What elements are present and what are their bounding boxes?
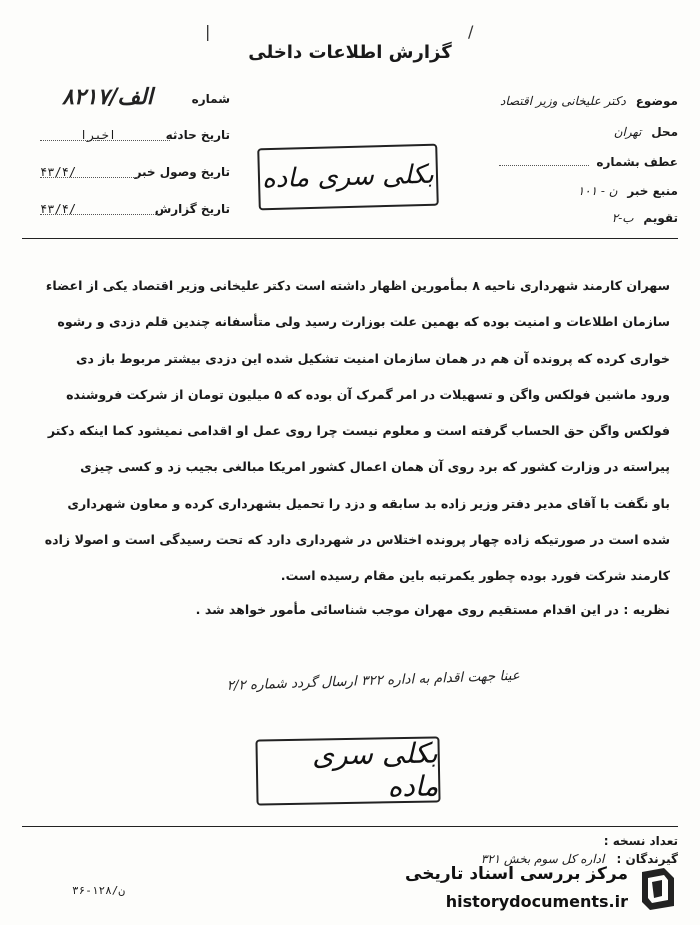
corner-mark: / (468, 22, 474, 41)
document-reference: ۳۶-۱۲۸/ن (72, 884, 125, 897)
reference-blank (499, 165, 589, 166)
location-value: تهران (613, 125, 642, 139)
recipients-label: گیرندگان : (616, 852, 678, 866)
body-line: ورود ماشین فولکس واگن و تسهیلات در امر گمرک آن بوده که ۵ میلیون تومان از شرکت فروشنده (66, 386, 670, 402)
header-divider (22, 238, 678, 239)
source-field (578, 184, 678, 198)
reference-field (499, 155, 678, 169)
number-label: شماره (191, 92, 230, 106)
report-body (30, 268, 670, 595)
source-value: ن - ۱۰۱ (577, 184, 618, 198)
receipt-date-field (40, 165, 230, 181)
number-value: ۸۲۱۷/الف (62, 84, 153, 110)
classification-stamp: بکلی سری ماده (257, 144, 439, 211)
body-line: سهران کارمند شهرداری ناحیه ۸ بمأمورین اظهار داشته است دکتر علیخانی وزیر اقتصاد یکی از اعضاء (45, 278, 670, 293)
body-line: کارمند شرکت فورد بوده چطور یکمرتبه باین مقام رسیده است. (280, 568, 670, 584)
assessment-value: ب-۲ (611, 211, 634, 225)
location-field (614, 125, 678, 139)
recipients-value: اداره کل سوم بخش ۳۲۱ (480, 852, 605, 866)
archive-watermark (386, 860, 686, 920)
reference-label: عطف بشماره (596, 155, 678, 169)
event-date-value: اخیرا (80, 128, 117, 142)
assessment-note: نظریه : در این اقدام مستقیم روی مهران موجب شناسائی مأمور خواهد شد . (195, 602, 670, 617)
event-date-label: تاریخ حادثه (165, 128, 230, 142)
assessment-label: تقویم (643, 211, 678, 225)
archive-logo-icon (634, 864, 680, 914)
body-line: باو نگفت با آقای مدیر دفتر وزیر زاده بد سابقه و دزد را تحمیل بشهرداری کرده و معاون شهرداری (67, 495, 670, 511)
handwritten-annotation: عینا جهت اقدام به اداره ۳۲۲ ارسال گردد شماره ۲/۲ (226, 667, 521, 694)
report-date-field (40, 202, 230, 218)
archive-name: مرکز بررسی اسناد تاریخی (405, 864, 628, 884)
receipt-date-label: تاریخ وصول خبر (134, 165, 230, 179)
body-line: سازمان اطلاعات و امنیت بوده که بهمین علت بوزارت رسید ولی متأسفانه چندین قلم دزدی و رشوه (57, 314, 670, 330)
classification-stamp-bottom: بکلی سری ماده (255, 736, 440, 805)
body-line: پیراسته در وزارت کشور که برد روی آن همان اعمال کشور امریکا مبالغی بجیب زد و کسی چیزی (80, 459, 670, 475)
assessment-field (612, 211, 678, 225)
report-date-label: تاریخ گزارش (154, 202, 230, 216)
body-line: فولکس واگن حق الحساب گرفته است و معلوم نیست چرا روی عمل او اقدامی نمیشود کما اینکه دکتر (47, 423, 670, 439)
corner-mark: | (205, 22, 211, 41)
location-label: محل (651, 125, 678, 139)
subject-field (500, 94, 678, 108)
receipt-date-value: ۴۳/۴/ (40, 165, 77, 179)
body-line: خواری کرده که پرونده آن هم در همان سازمان امنیت تشکیل شده این دزدی بیشتر مربوط باز دی (75, 350, 670, 366)
subject-label: موضوع (635, 94, 678, 108)
footer-divider (22, 826, 678, 827)
archive-url: historydocuments.ir (445, 892, 628, 911)
event-date-field (40, 128, 230, 144)
subject-value: دکتر علیخانی وزیر اقتصاد (500, 94, 626, 108)
copies-label: تعداد نسخه : (603, 834, 678, 848)
body-line: شده است در صورتیکه زاده چهار پرونده اختلاس در شهرداری دارد که تحت رسیدگی است و اصولا زاده (44, 532, 670, 548)
source-label: منبع خبر (627, 184, 678, 198)
report-date-value: ۴۳/۴/ (40, 202, 77, 216)
document-title: گزارش اطلاعات داخلی (248, 42, 452, 63)
